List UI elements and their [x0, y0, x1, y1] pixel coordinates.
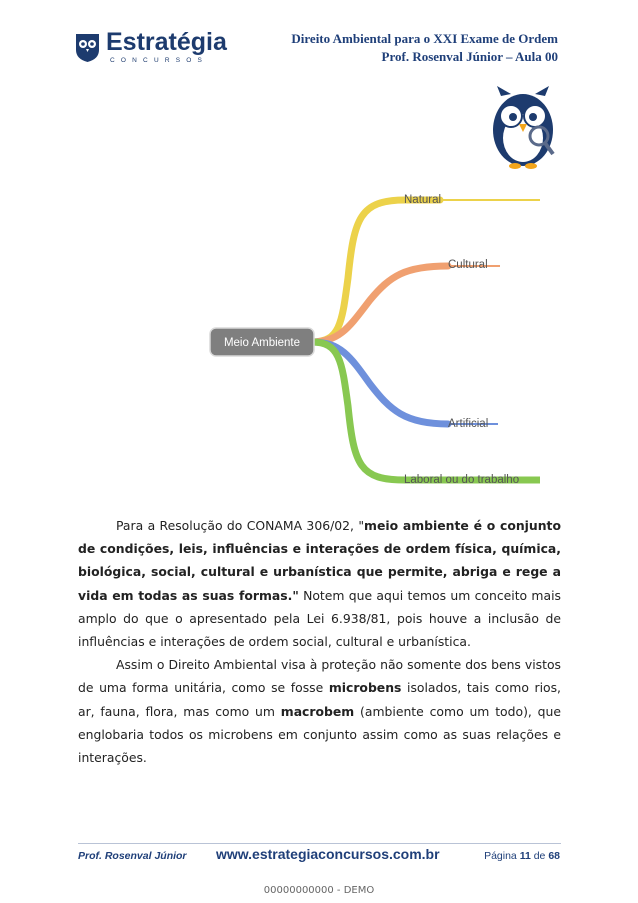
paragraph-1: Para a Resolução do CONAMA 306/02, "meio ambiente é o conjunto de condições, leis, influências e interações de ordem física, química, biológica, social, cultural e urbanística que permite, abriga e rege a vida em todas as suas formas." Notem que aqui temos um conceito mais amplo do que o apresentado pela Lei 6.938/81, pois houve a inclusão de influências e interações de ordem social, cultural e urbanística.	[78, 518, 561, 650]
branch-artificial	[312, 342, 448, 424]
term-microbens: microbens	[328, 680, 402, 696]
course-title: Direito Ambiental para o XXI Exame de Ordem	[291, 31, 558, 46]
owl-mascot-icon	[487, 86, 559, 170]
footer-author: Prof. Rosenval Júnior	[78, 850, 187, 862]
document-header	[291, 30, 558, 66]
logo-sub-text: CONCURSOS	[110, 57, 209, 64]
estrategia-logo	[74, 30, 234, 70]
owl-shield-icon	[74, 32, 101, 63]
logo-brand-text: Estratégia	[106, 28, 227, 56]
footer-divider	[78, 843, 561, 844]
branch-label-natural: Natural	[404, 194, 442, 206]
mind-map-diagram	[200, 178, 540, 498]
branch-label-cultural: Cultural	[448, 259, 488, 271]
branch-label-laboral: Laboral ou do trabalho	[404, 474, 520, 486]
center-node-label: Meio Ambiente	[223, 337, 301, 349]
body-text	[78, 514, 561, 769]
footer-website-link[interactable]: www.estrategiaconcursos.com.br	[216, 846, 440, 862]
term-macrobem: macrobem	[280, 703, 355, 719]
branch-label-artificial: Artificial	[448, 418, 489, 430]
paragraph-2: Assim o Direito Ambiental visa à proteção não somente dos bens vistos de uma forma unitária, como se fosse microbens isolados, tais como rios, ar, fauna, flora, mas como um macrobem (ambiente como um todo), que englobaria todos os microbens em conjunto assim como as suas relações e interações.	[78, 657, 562, 766]
lesson-info: Prof. Rosenval Júnior – Aula 00	[381, 49, 558, 64]
branch-laboral	[312, 342, 540, 480]
page-number: Página 11 de 68	[484, 850, 560, 862]
demo-watermark: 00000000000 - DEMO	[263, 885, 375, 896]
conama-definition: meio ambiente é o conjunto de condições, leis, influências e interações de ordem física, química, biológica, social, cultural e urbanística que permite, abriga e rege a vida em todas as suas formas."	[78, 518, 561, 603]
